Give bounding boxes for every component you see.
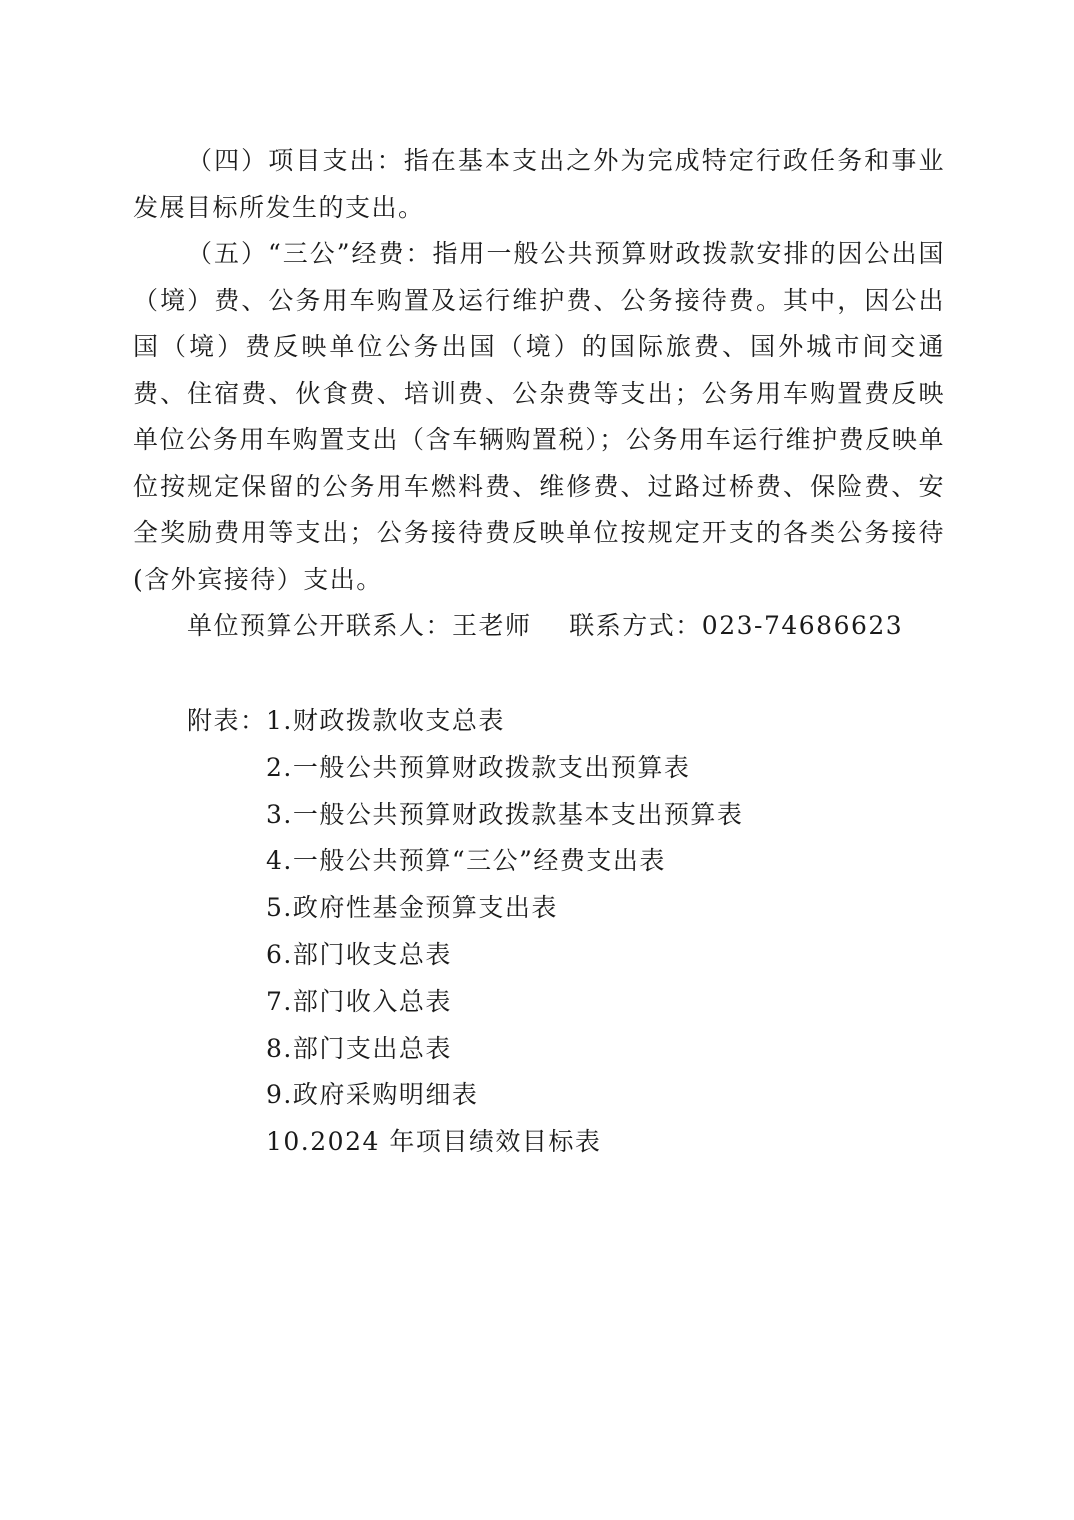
attachment-item: 5.政府性基金预算支出表 [266, 893, 558, 923]
attachment-item: 9.政府采购明细表 [266, 1080, 479, 1110]
attachment-label: 附表： [187, 706, 267, 735]
attachment-item: 2.一般公共预算财政拨款支出预算表 [266, 752, 691, 782]
attachment-row [187, 1026, 743, 1073]
attachment-list [187, 698, 743, 1166]
paragraph-project-expenditure: （四）项目支出：指在基本支出之外为完成特定行政任务和事业发展目标所发生的支出。 [133, 146, 945, 222]
attachment-row [187, 885, 743, 932]
paragraph-three-public-expenses: （五）“三公”经费：指用一般公共预算财政拨款安排的因公出国（境）费、公务用车购置及运行维护费、公务接待费。其中，因公出国（境）费反映单位公务出国（境）的国际旅费、国外城市间交通费、住宿费、伙食费、培训费、公杂费等支出；公务用车购置费反映单位公务用车购置支出（含车辆购置税）；公务用车运行维护费反映单位按规定保留的公务用车燃料费、维修费、过路过桥费、保险费、安全奖励费用等支出；公务接待费反映单位按规定开支的各类公务接待(含外宾接待）支出。 [133, 239, 945, 594]
attachment-row [187, 932, 743, 979]
attachment-item: 7.部门收入总表 [266, 986, 452, 1016]
attachment-row [187, 838, 743, 885]
attachment-item: 8.部门支出总表 [266, 1033, 452, 1063]
attachment-item: 1.财政拨款收支总表 [266, 706, 505, 735]
attachment-item: 3.一般公共预算财政拨款基本支出预算表 [266, 799, 744, 829]
contact-line: 单位预算公开联系人：王老师 联系方式：023-74686623 [187, 611, 904, 640]
attachment-item: 10.2024 年项目绩效目标表 [266, 1127, 602, 1157]
attachment-row [187, 792, 743, 839]
attachment-item: 6.部门收支总表 [266, 939, 452, 969]
attachment-row [187, 1119, 743, 1166]
attachment-row [187, 698, 743, 745]
attachment-row [187, 1072, 743, 1119]
body-text [133, 138, 945, 650]
attachment-row [187, 979, 743, 1026]
attachment-item: 4.一般公共预算“三公”经费支出表 [266, 846, 666, 876]
attachment-row [187, 745, 743, 792]
